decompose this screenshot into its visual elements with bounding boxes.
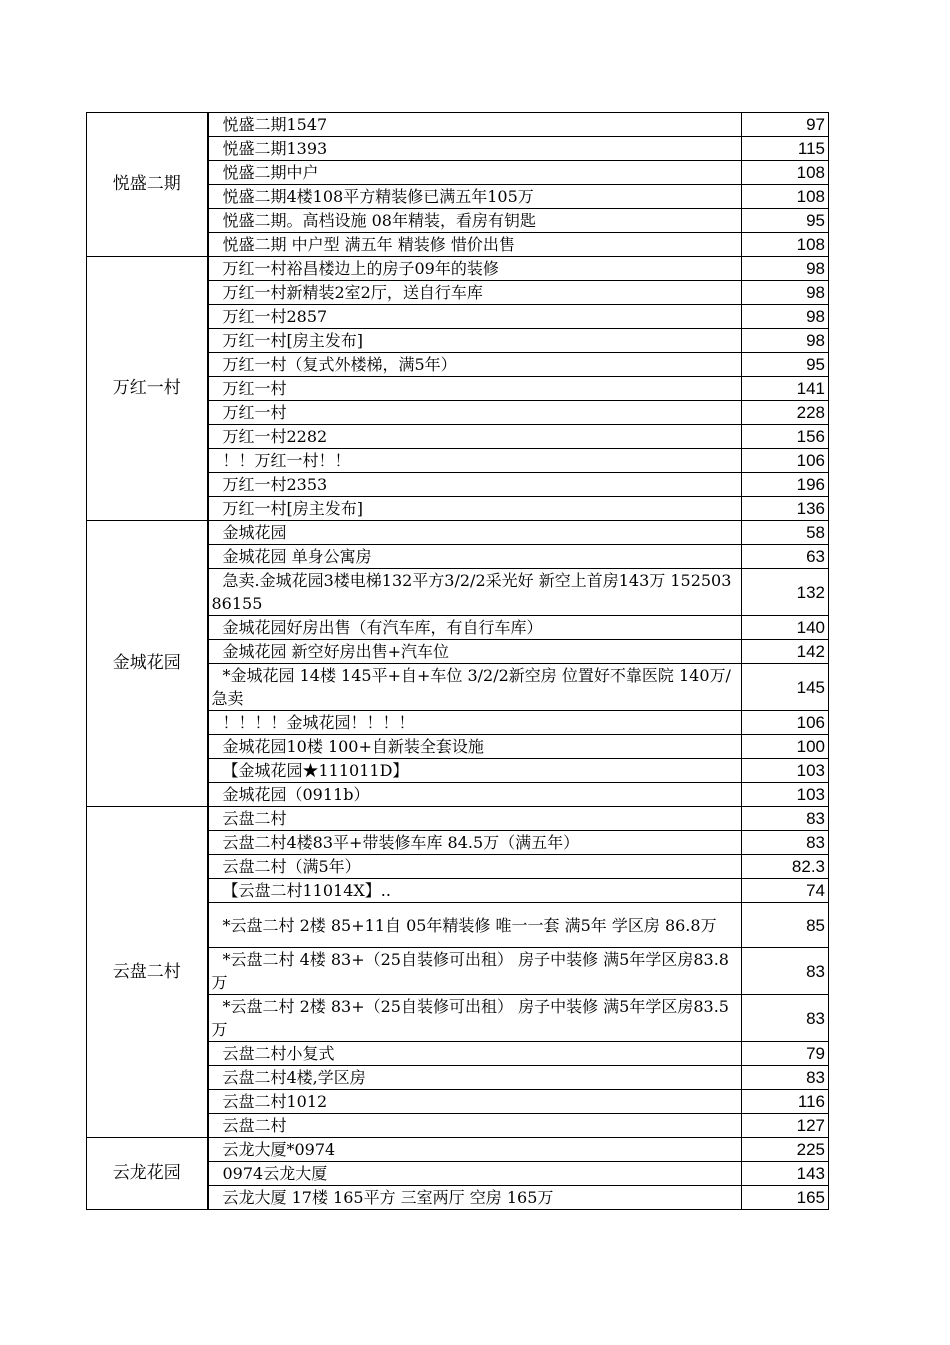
listing-price: 97 [742, 113, 829, 137]
table-row [87, 1138, 829, 1162]
community-name: 金城花园 [87, 521, 208, 807]
listing-price: 98 [742, 257, 829, 281]
listing-price: 83 [742, 1066, 829, 1090]
listing-price: 74 [742, 879, 829, 903]
listing-title: 云盘二村（满5年） [208, 855, 742, 879]
listing-price: 228 [742, 401, 829, 425]
listing-price: 106 [742, 449, 829, 473]
listing-price: 100 [742, 735, 829, 759]
table-row [87, 807, 829, 831]
listing-title: 悦盛二期。高档设施 08年精装，看房有钥匙 [208, 209, 742, 233]
listing-title: 金城花园 [208, 521, 742, 545]
listing-title: 【金城花园★111011D】 [208, 759, 742, 783]
listing-price: 103 [742, 783, 829, 807]
listing-title: 云盘二村 [208, 1114, 742, 1138]
listing-price: 79 [742, 1042, 829, 1066]
listing-title: ！！！！金城花园！！！！ [208, 711, 742, 735]
listing-price: 98 [742, 281, 829, 305]
listing-title: 急卖.金城花园3楼电梯132平方3/2/2采光好 新空上首房143万 15250386155 [208, 569, 742, 616]
listing-title: 悦盛二期4楼108平方精装修已满五年105万 [208, 185, 742, 209]
listing-price: 108 [742, 161, 829, 185]
listing-price: 83 [742, 948, 829, 995]
listing-price: 127 [742, 1114, 829, 1138]
table-row [87, 257, 829, 281]
listing-title: 万红一村 [208, 377, 742, 401]
community-name: 悦盛二期 [87, 113, 208, 257]
listing-title: 万红一村裕昌楼边上的房子09年的装修 [208, 257, 742, 281]
listing-price: 58 [742, 521, 829, 545]
listing-price: 85 [742, 903, 829, 948]
listing-price: 83 [742, 807, 829, 831]
table-row [87, 113, 829, 137]
listing-price: 136 [742, 497, 829, 521]
listing-title: 云盘二村1012 [208, 1090, 742, 1114]
listing-title: 万红一村[房主发布] [208, 329, 742, 353]
listing-title: 万红一村新精装2室2厅，送自行车库 [208, 281, 742, 305]
listing-title: *金城花园 14楼 145平+自+车位 3/2/2新空房 位置好不靠医院 140万/急卖 [208, 664, 742, 711]
listing-title: 云盘二村小复式 [208, 1042, 742, 1066]
table-row [87, 521, 829, 545]
listing-title: 云盘二村4楼83平+带装修车库 84.5万（满五年） [208, 831, 742, 855]
listing-price: 116 [742, 1090, 829, 1114]
listing-title: 悦盛二期 中户型 满五年 精装修 惜价出售 [208, 233, 742, 257]
listing-price: 103 [742, 759, 829, 783]
listing-title: 0974云龙大厦 [208, 1162, 742, 1186]
listing-title: *云盘二村 2楼 85+11自 05年精装修 唯一一套 满5年 学区房 86.8万 [208, 903, 742, 948]
listing-title: 悦盛二期1547 [208, 113, 742, 137]
listing-table [86, 112, 829, 1210]
listing-price: 140 [742, 616, 829, 640]
listing-price: 143 [742, 1162, 829, 1186]
listing-title: 金城花园（0911b） [208, 783, 742, 807]
listing-title: 金城花园 单身公寓房 [208, 545, 742, 569]
listing-price: 95 [742, 353, 829, 377]
listing-price: 145 [742, 664, 829, 711]
listing-price: 142 [742, 640, 829, 664]
listing-price: 115 [742, 137, 829, 161]
listing-title: 万红一村2282 [208, 425, 742, 449]
community-name: 云盘二村 [87, 807, 208, 1138]
listing-title: 云盘二村4楼,学区房 [208, 1066, 742, 1090]
listing-title: 万红一村2353 [208, 473, 742, 497]
listing-price: 165 [742, 1186, 829, 1210]
listing-title: 金城花园 新空好房出售+汽车位 [208, 640, 742, 664]
listing-title: 悦盛二期中户 [208, 161, 742, 185]
listing-price: 83 [742, 995, 829, 1042]
listing-price: 108 [742, 185, 829, 209]
listing-title: 云盘二村 [208, 807, 742, 831]
listing-title: 金城花园好房出售（有汽车库，有自行车库） [208, 616, 742, 640]
listing-title: 云龙大厦*0974 [208, 1138, 742, 1162]
listing-price: 132 [742, 569, 829, 616]
listing-price: 98 [742, 329, 829, 353]
listing-price: 63 [742, 545, 829, 569]
listing-price: 83 [742, 831, 829, 855]
listing-title: 万红一村[房主发布] [208, 497, 742, 521]
listing-price: 95 [742, 209, 829, 233]
listing-price: 196 [742, 473, 829, 497]
listing-price: 82.3 [742, 855, 829, 879]
listing-title: *云盘二村 2楼 83+（25自装修可出租） 房子中装修 满5年学区房83.5万 [208, 995, 742, 1042]
listing-price: 225 [742, 1138, 829, 1162]
listing-price: 141 [742, 377, 829, 401]
listing-title: 云龙大厦 17楼 165平方 三室两厅 空房 165万 [208, 1186, 742, 1210]
listing-title: 【云盘二村11014X】.. [208, 879, 742, 903]
listing-title: *云盘二村 4楼 83+（25自装修可出租） 房子中装修 满5年学区房83.8万 [208, 948, 742, 995]
listing-title: 万红一村（复式外楼梯，满5年） [208, 353, 742, 377]
listing-title: ！！万红一村！！ [208, 449, 742, 473]
listing-price: 108 [742, 233, 829, 257]
listing-price: 98 [742, 305, 829, 329]
listing-price: 106 [742, 711, 829, 735]
listing-price: 156 [742, 425, 829, 449]
listing-title: 万红一村 [208, 401, 742, 425]
community-name: 云龙花园 [87, 1138, 208, 1210]
listing-table-body [87, 113, 829, 1210]
listing-title: 悦盛二期1393 [208, 137, 742, 161]
listing-title: 金城花园10楼 100+自新装全套设施 [208, 735, 742, 759]
listing-title: 万红一村2857 [208, 305, 742, 329]
community-name: 万红一村 [87, 257, 208, 521]
